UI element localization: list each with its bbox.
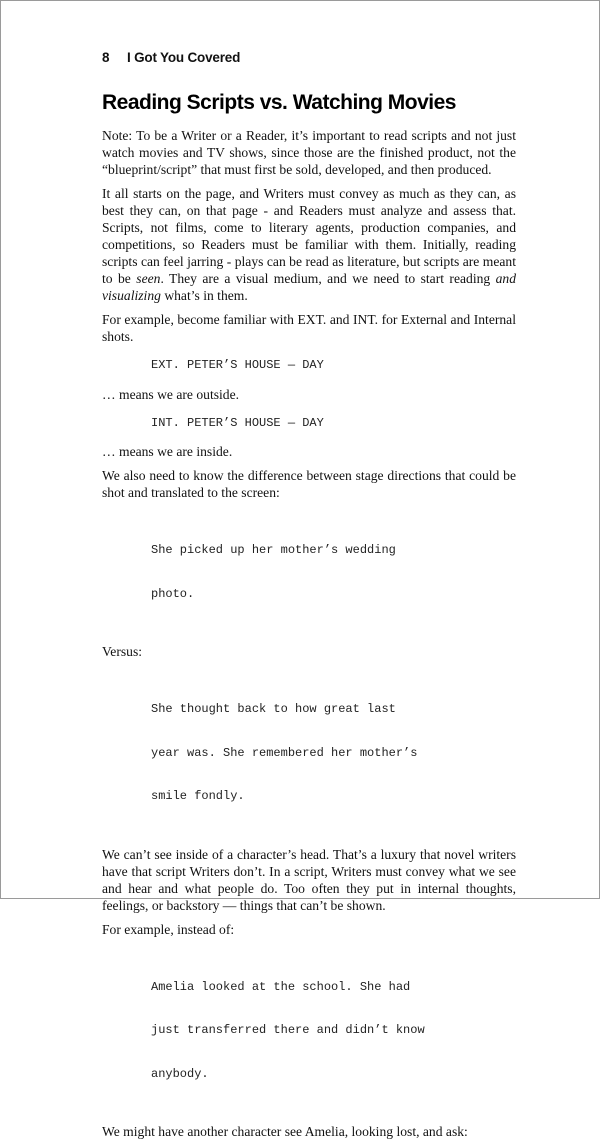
code-line: year was. She remembered her mother’s: [151, 745, 418, 760]
emphasis-visualizing: and visualizing: [102, 271, 517, 303]
paragraph-another-character: We might have another character see Amelia, looking lost, and ask:: [102, 1124, 468, 1139]
script-sample-shootable: [151, 514, 451, 630]
script-sample-exterior: EXT. PETER’S HOUSE — DAY: [151, 358, 324, 372]
paragraph-stage-directions: We also need to know the difference between stage directions that could be shot and translated to the screen:: [102, 468, 516, 500]
section-title: Reading Scripts vs. Watching Movies: [102, 91, 456, 114]
script-sample-amelia: [151, 951, 451, 1111]
code-line: smile fondly.: [151, 789, 245, 803]
script-sample-internal: [151, 673, 451, 833]
paragraph-text: It all starts on the page, and Writers must convey as much as they can, as best they can, on that page - and Readers must analyze and assess that. Scripts, not films, come to literary agents, production companies, and competitions, so Readers must be familiar with them. Initially, reading scripts can feel jarring - plays can be read as literature, but scripts are meant to be: [102, 186, 516, 286]
paragraph-ext-int: For example, become familiar with EXT. and INT. for External and Internal shots.: [102, 312, 516, 344]
script-sample-interior: INT. PETER’S HOUSE — DAY: [151, 415, 324, 430]
paragraph-outside: … means we are outside.: [102, 386, 240, 402]
code-line: She picked up her mother’s wedding: [151, 543, 396, 557]
book-title: I Got You Covered: [127, 50, 241, 65]
paragraph-versus: Versus:: [102, 644, 143, 659]
paragraph-note: Note: To be a Writer or a Reader, it’s important to read scripts and not just watch movies and TV shows, since those are the finished product, not the “blueprint/script” that must first be sold, developed, and then produced.: [102, 128, 516, 177]
paragraph-character-head: We can’t see inside of a character’s head. That’s a luxury that novel writers have that script Writers don’t. In a script, Writers must convey what we see and hear and what people do. Too often they put in internal thoughts, feelings, or backstory — things that can’t be shown.: [102, 846, 516, 913]
paragraph-instead-of: For example, instead of:: [102, 921, 235, 937]
paragraph-starts-on-page: [102, 185, 516, 304]
code-line: Amelia looked at the school. She had: [151, 979, 411, 994]
paragraph-inside: … means we are inside.: [102, 444, 233, 459]
emphasis-seen: seen: [136, 271, 161, 286]
code-line: photo.: [151, 586, 195, 601]
paragraph-text: what’s in them.: [160, 288, 248, 303]
paragraph-text: . They are a visual medium, and we need to start reading: [160, 271, 496, 286]
code-line: anybody.: [151, 1066, 209, 1081]
page-number: 8: [102, 50, 110, 65]
page-body: [102, 90, 516, 1147]
code-line: just transferred there and didn’t know: [151, 1023, 425, 1037]
code-line: She thought back to how great last: [151, 702, 396, 716]
running-header: [102, 50, 240, 65]
